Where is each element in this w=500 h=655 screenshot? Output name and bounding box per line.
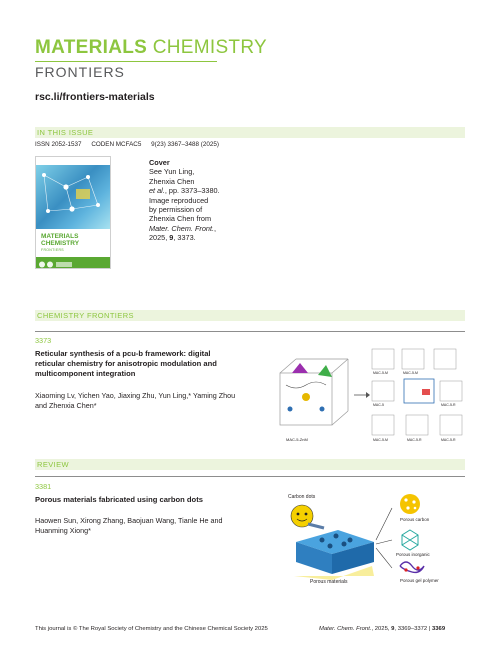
toc1-label-f: MAC-5-R (407, 438, 422, 442)
toc2-label-porous-carbon: Porous carbon (400, 517, 430, 522)
toc-graphic-carbon-dots (278, 490, 464, 585)
toc-graphic-pcu-b (272, 345, 466, 448)
article-title-link[interactable]: Reticular synthesis of a pcu-b framework: digital reticular chemistry for anisotropic modulation and multicomponent integration (35, 349, 217, 378)
footer-page-number: 3369 (431, 626, 446, 632)
cover-thumb-subtitle: FRONTIERS (41, 248, 64, 252)
in-this-issue-band (35, 127, 465, 138)
cover-line-2: Zhenxia Chen (149, 176, 195, 186)
porous-gel-polymer-icon (400, 562, 424, 572)
article-authors: Xiaoming Lv, Yichen Yao, Jiaxing Zhu, Yun Ling,* Yaming Zhou and Zhenxia Chen* (35, 391, 236, 410)
footer-copyright: This journal is © The Royal Society of Chemistry and the Chinese Chemical Society 2025 (35, 626, 268, 632)
issn-text: ISSN 2052-1537 (35, 141, 82, 148)
toc2-label-porous-inorganic: Porous inorganic (396, 552, 430, 557)
journal-subtitle: FRONTIERS (35, 64, 125, 80)
cover-line-8: 2025, 9, 3373. (149, 233, 196, 243)
journal-title-bold: MATERIALS (35, 37, 148, 58)
cover-line-3: et al., pp. 3373–3380. (149, 186, 220, 196)
review-band (35, 459, 465, 470)
chemistry-frontiers-band (35, 310, 465, 321)
toc1-label-e: MAC-5-M (373, 438, 388, 442)
volume-pages-text: 9(23) 3367–3488 (2025) (151, 141, 220, 148)
cover-thumbnail[interactable] (35, 156, 111, 269)
cover-line-4: Image reproduced (149, 195, 209, 205)
review-heading: REVIEW (37, 460, 69, 469)
masthead-rule (35, 61, 217, 62)
toc1-label-d: MAC-5-R (441, 403, 456, 407)
framework-cube-graphic (280, 359, 348, 425)
cover-line-1: See Yun Ling, (149, 167, 195, 177)
cover-line-6: Zhenxia Chen from (149, 214, 212, 224)
toc2-label-carbon-dots: Carbon dots (288, 494, 316, 500)
review-rule (35, 476, 465, 477)
journal-url-link[interactable]: rsc.li/frontiers-materials (35, 91, 155, 103)
cover-line-5: by permission of (149, 205, 203, 215)
cover-line-7: Mater. Chem. Front., (149, 223, 217, 233)
cover-artwork (36, 165, 110, 229)
chemistry-frontiers-heading: CHEMISTRY FRONTIERS (37, 311, 134, 320)
toc1-label-g: MAC-5-R (441, 438, 456, 442)
toc1-label-main: MAC-5-ZnM (286, 437, 308, 442)
arrow-head-icon (366, 392, 370, 398)
highlight-marker (422, 389, 430, 395)
framework-variants-graphic (372, 349, 462, 435)
article-page-number: 3373 (35, 336, 52, 345)
toc2-label-porous-gel-polymer: Porous gel polymer (400, 578, 439, 583)
review-title-link[interactable]: Porous materials fabricated using carbon dots (35, 495, 203, 504)
footer-citation: Mater. Chem. Front., 2025, 9, 3369–3372 | 3369 (319, 626, 446, 632)
porous-inorganic-icon (402, 530, 418, 550)
journal-title-light: CHEMISTRY (152, 37, 267, 58)
syringe-icon (308, 524, 324, 528)
footer-journal-abbrev: Mater. Chem. Front. (319, 626, 372, 632)
toc1-label-a: MAC-5-M (373, 371, 388, 375)
review-page-number: 3381 (35, 482, 52, 491)
toc1-label-c: MAC-5 (373, 403, 384, 407)
cover-caption (149, 158, 229, 243)
cover-heading: Cover (149, 158, 170, 167)
toc1-label-b: MAC-5-M (403, 371, 418, 375)
in-this-issue-heading: IN THIS ISSUE (37, 128, 94, 137)
cover-network-graphic (36, 165, 110, 229)
cover-footer-band (36, 257, 110, 268)
toc2-label-porous-materials: Porous materials (310, 579, 348, 585)
review-authors: Haowen Sun, Xirong Zhang, Baojuan Wang, Tianle He and Huanming Xiong* (35, 516, 223, 535)
coden-text: CODEN MCFAC5 (91, 141, 142, 148)
cover-thumb-title-1: MATERIALS (41, 233, 79, 240)
porous-carbon-icon (400, 494, 420, 514)
section-rule (35, 331, 465, 332)
issue-info (35, 141, 227, 148)
journal-title (35, 38, 267, 58)
cover-publisher-logos (36, 259, 110, 269)
cover-thumb-title-2: CHEMISTRY (41, 240, 80, 247)
